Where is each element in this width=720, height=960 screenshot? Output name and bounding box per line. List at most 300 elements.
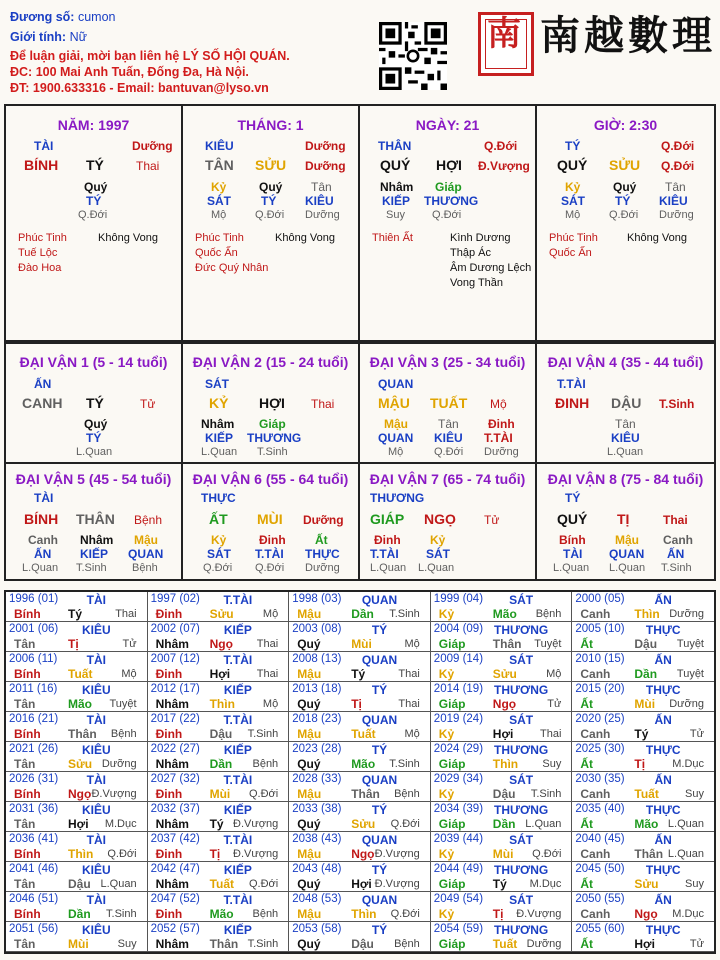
- year-label: 2035 (40): [575, 803, 625, 815]
- year-star: ẤN: [654, 893, 672, 907]
- year-phase: Mộ: [262, 698, 279, 710]
- year-phase: Mộ: [262, 608, 279, 620]
- contact-phone-email[interactable]: ĐT: 1900.633316 - Email: bantuvan@lyso.vn: [10, 81, 269, 95]
- hidden-phase: L.Quan: [76, 446, 113, 458]
- year-cell: [431, 802, 573, 832]
- year-cell: [289, 742, 431, 772]
- year-can: Kỷ: [438, 727, 455, 741]
- year-chi: Mão: [351, 757, 376, 771]
- hidden-stem: Đinh: [259, 533, 286, 547]
- pillar-title: NGÀY: 21: [415, 117, 480, 133]
- year-phase: M.Dục: [672, 908, 704, 920]
- year-label: 2043 (48): [292, 863, 342, 875]
- year-label: 2012 (17): [150, 683, 200, 695]
- year-phase: L.Quan: [525, 818, 562, 830]
- year-can: Nhâm: [155, 637, 189, 651]
- year-cell: [6, 922, 148, 952]
- year-label: 2002 (07): [150, 623, 200, 635]
- year-phase: Đ.Vượng: [374, 848, 420, 860]
- year-chi: Dần: [68, 907, 91, 921]
- dai-van-right: Dưỡng: [303, 513, 344, 527]
- year-cell: [289, 622, 431, 652]
- year-chi: Sửu: [492, 667, 517, 681]
- year-star: KIẾP: [223, 863, 252, 877]
- year-cell: [6, 622, 148, 652]
- year-can: Nhâm: [155, 817, 189, 831]
- year-chi: Mùi: [209, 787, 231, 801]
- dai-van-title: ĐẠI VẬN 1 (5 - 14 tuổi): [19, 354, 168, 370]
- year-cell: [431, 922, 573, 952]
- year-label: 2041 (46): [9, 863, 59, 875]
- pillar-top-right: Dưỡng: [132, 139, 173, 153]
- year-label: 2013 (18): [292, 683, 342, 695]
- pillar-top-left: THÂN: [378, 139, 412, 153]
- year-phase: Dưỡng: [101, 758, 137, 770]
- year-label: 2010 (15): [575, 653, 625, 665]
- pillar-top-left: KIÊU: [205, 139, 234, 153]
- hidden-phase: Dưỡng: [305, 209, 340, 221]
- year-star: KIẾP: [223, 683, 252, 697]
- hidden-phase: Q.Đới: [255, 562, 285, 574]
- year-phase: Suy: [685, 878, 704, 890]
- year-cell: [431, 712, 573, 742]
- year-chi: Dần: [351, 607, 374, 621]
- year-cell: [148, 712, 290, 742]
- year-label: 2005 (10): [575, 623, 625, 635]
- year-phase: Tuyệt: [676, 638, 704, 650]
- year-phase: Tuyệt: [676, 668, 704, 680]
- year-cell: [6, 652, 148, 682]
- year-label: 1996 (01): [9, 593, 59, 605]
- hidden-star: KIẾP: [382, 194, 411, 208]
- pillar-title: GIỜ: 2:30: [593, 117, 658, 133]
- dai-van-chi: NGỌ: [424, 511, 456, 527]
- dai-van-top: THỰC: [201, 491, 236, 505]
- year-can: Đinh: [155, 787, 183, 801]
- year-label: 2048 (53): [292, 893, 342, 905]
- year-label: 2042 (47): [150, 863, 200, 875]
- dai-van-can: MẬU: [378, 395, 410, 411]
- dai-van-chi: TUẤT: [430, 395, 468, 411]
- hidden-stem: Nhâm: [80, 533, 114, 547]
- year-label: 2020 (25): [575, 713, 625, 725]
- hidden-star: T.TÀI: [255, 547, 284, 561]
- year-star: SÁT: [509, 833, 534, 847]
- hidden-star: KIẾP: [80, 547, 109, 561]
- year-star: THƯƠNG: [494, 803, 549, 817]
- year-phase: Đ.Vượng: [233, 848, 279, 860]
- year-label: 2016 (21): [9, 713, 59, 725]
- pillar-chi: SỬU: [609, 157, 641, 173]
- year-cell: [289, 772, 431, 802]
- year-can: Ất: [580, 637, 594, 651]
- year-label: 1997 (02): [150, 593, 200, 605]
- hidden-phase: Mộ: [388, 446, 404, 458]
- hidden-phase: L.Quan: [201, 446, 238, 458]
- year-phase: Thai: [539, 728, 562, 740]
- year-chi: Thân: [209, 937, 239, 951]
- year-cell: [431, 682, 573, 712]
- year-cell: [572, 832, 714, 862]
- year-star: ẤN: [654, 713, 672, 727]
- year-star: ẤN: [654, 773, 672, 787]
- year-can: Giáp: [438, 817, 466, 831]
- year-chi: Mùi: [68, 937, 89, 951]
- pillar-top-right: Q.Đới: [661, 139, 695, 153]
- year-chi: Dậu: [351, 937, 374, 951]
- year-phase: M.Dục: [672, 758, 704, 770]
- year-phase: Mộ: [546, 668, 562, 680]
- dai-van-2: [183, 344, 360, 462]
- owner-line: [10, 10, 115, 24]
- dai-van-title: ĐẠI VẬN 8 (75 - 84 tuổi): [547, 471, 704, 487]
- year-phase: Thai: [256, 638, 279, 650]
- hidden-stem: Quý: [84, 180, 108, 194]
- hidden-star: T.TÀI: [484, 431, 513, 445]
- hidden-stem: Kỷ: [565, 180, 581, 194]
- dai-van-title: ĐẠI VẬN 2 (15 - 24 tuổi): [192, 354, 349, 370]
- year-star: ẤN: [654, 653, 672, 667]
- star-bad: Vong Thần: [450, 277, 504, 289]
- year-chi: Tý: [492, 877, 507, 891]
- year-phase: Mộ: [404, 728, 420, 740]
- year-label: 2006 (11): [9, 653, 58, 665]
- year-can: Canh: [580, 727, 611, 741]
- year-phase: Tử: [122, 638, 137, 650]
- star-bad: Không Vong: [98, 232, 158, 244]
- year-chi: Tuất: [209, 877, 235, 891]
- year-cell: [148, 652, 290, 682]
- year-label: 2040 (45): [575, 833, 625, 845]
- year-cell: [289, 892, 431, 922]
- hidden-stem: Kỷ: [211, 180, 227, 194]
- year-label: 2017 (22): [150, 713, 200, 725]
- pillar-hour: [537, 106, 714, 340]
- hidden-stem: Giáp: [435, 180, 462, 194]
- hidden-stem: Kỷ: [430, 533, 446, 547]
- year-chi: Tý: [209, 817, 224, 831]
- hidden-star: KIÊU: [305, 194, 334, 208]
- dai-van-chi: THÂN: [76, 511, 115, 527]
- year-cell: [148, 592, 290, 622]
- year-can: Kỷ: [438, 907, 455, 921]
- year-star: THỰC: [645, 623, 681, 637]
- year-can: Mậu: [297, 847, 322, 861]
- hidden-stem: Canh: [28, 533, 58, 547]
- year-cell: [431, 772, 573, 802]
- year-star: THƯƠNG: [494, 743, 549, 757]
- dai-van-right: Thai: [663, 513, 688, 527]
- year-chi: Mùi: [351, 637, 372, 651]
- year-star: SÁT: [509, 893, 534, 907]
- hidden-star: KIÊU: [659, 194, 688, 208]
- dai-van-4: [537, 344, 714, 462]
- hidden-star: TÀI: [563, 547, 583, 561]
- year-label: 2022 (27): [150, 743, 200, 755]
- year-star: QUAN: [361, 833, 398, 847]
- hidden-star: QUAN: [128, 547, 164, 561]
- pillar-top-right: Dưỡng: [305, 139, 346, 153]
- hidden-stem: Quý: [613, 180, 637, 194]
- year-chi: Sửu: [634, 877, 659, 891]
- pillar-right: Dưỡng: [305, 159, 346, 173]
- year-can: Mậu: [297, 727, 322, 741]
- hidden-stem: Nhâm: [201, 417, 235, 431]
- dai-van-right: Tử: [484, 513, 500, 527]
- year-label: 2027 (32): [150, 773, 200, 785]
- year-label: 2039 (44): [433, 833, 484, 845]
- hidden-star: THƯƠNG: [424, 194, 479, 208]
- year-cell: [431, 862, 573, 892]
- hidden-phase: Dưỡng: [484, 446, 519, 458]
- brand-logo-text: 南越數理: [540, 12, 716, 59]
- year-phase: Suy: [542, 758, 562, 770]
- year-chi: Hợi: [492, 727, 514, 741]
- pillar-title: NĂM: 1997: [57, 117, 130, 133]
- dai-van-can: QUÝ: [557, 511, 588, 527]
- year-cell: [6, 862, 148, 892]
- year-cell: [289, 862, 431, 892]
- year-star: QUAN: [361, 893, 398, 907]
- dai-van-right: Thai: [311, 397, 335, 411]
- year-star: THƯƠNG: [494, 923, 549, 937]
- year-can: Canh: [580, 667, 611, 681]
- hidden-star: TÝ: [86, 194, 102, 208]
- year-chi: Mão: [634, 817, 659, 831]
- year-can: Quý: [297, 937, 321, 951]
- year-chi: Mão: [68, 697, 92, 711]
- hidden-star: THỰC: [305, 547, 340, 561]
- gender-value: Nữ: [69, 30, 87, 44]
- year-cell: [6, 712, 148, 742]
- year-star: TÝ: [371, 803, 388, 817]
- year-can: Giáp: [438, 697, 466, 711]
- year-label: 2029 (34): [433, 773, 484, 785]
- star-good: Đức Quý Nhân: [195, 262, 269, 274]
- year-cell: [572, 652, 714, 682]
- dai-van-chi: DẬU: [611, 395, 642, 411]
- year-star: TÀI: [86, 833, 106, 847]
- year-can: Đinh: [155, 727, 183, 741]
- year-phase: T.Sinh: [530, 788, 562, 800]
- year-chi: Hợi: [209, 667, 231, 681]
- year-star: T.TÀI: [223, 833, 253, 847]
- hidden-star: T.TÀI: [370, 547, 399, 561]
- year-can: Bính: [14, 907, 41, 921]
- year-star: THƯƠNG: [494, 863, 549, 877]
- year-chi: Dần: [634, 667, 658, 681]
- year-label: 2055 (60): [575, 923, 625, 935]
- year-label: 2036 (41): [9, 833, 59, 845]
- year-phase: Bệnh: [535, 608, 562, 620]
- year-phase: Suy: [685, 788, 704, 800]
- year-phase: M.Dục: [529, 878, 562, 890]
- year-phase: Dưỡng: [669, 698, 704, 710]
- year-can: Nhâm: [155, 757, 189, 771]
- year-cell: [289, 592, 431, 622]
- year-star: TÀI: [86, 893, 106, 907]
- hidden-star: SÁT: [207, 547, 231, 561]
- year-star: SÁT: [509, 593, 534, 607]
- hidden-phase: T.Sinh: [76, 562, 107, 574]
- year-can: Quý: [297, 817, 321, 831]
- dai-van-top: T.TÀI: [557, 377, 586, 391]
- year-can: Mậu: [297, 787, 322, 801]
- year-chi: Thân: [68, 727, 97, 741]
- year-phase: Bệnh: [110, 728, 137, 740]
- year-chi: Ngọ: [68, 787, 92, 801]
- year-cell: [6, 592, 148, 622]
- year-cell: [572, 772, 714, 802]
- hidden-phase: Q.Đới: [255, 209, 285, 221]
- year-can: Bính: [14, 607, 41, 621]
- star-bad: Không Vong: [275, 232, 335, 244]
- year-cell: [431, 622, 573, 652]
- year-cell: [6, 802, 148, 832]
- pillar-year: [6, 106, 183, 340]
- year-phase: Tuyệt: [534, 638, 562, 650]
- year-star: KIẾP: [223, 923, 252, 937]
- pillar-can: QUÝ: [380, 157, 411, 173]
- pillar-top-left: TÀI: [34, 139, 54, 153]
- dai-van-right: Tử: [140, 397, 156, 411]
- year-phase: L.Quan: [100, 878, 137, 890]
- hidden-stem: Tân: [438, 417, 459, 431]
- year-star: TÝ: [371, 743, 388, 757]
- year-label: 2023 (28): [292, 743, 342, 755]
- hidden-stem: Bính: [559, 533, 586, 547]
- year-cell: [572, 802, 714, 832]
- year-phase: L.Quan: [667, 848, 704, 860]
- year-phase: L.Quan: [667, 818, 704, 830]
- year-phase: Q.Đới: [248, 788, 279, 800]
- year-cell: [431, 742, 573, 772]
- year-chi: Hợi: [351, 877, 372, 891]
- year-can: Mậu: [297, 607, 322, 621]
- year-cell: [148, 742, 290, 772]
- hidden-phase: L.Quan: [418, 562, 455, 574]
- qr-code-icon[interactable]: [379, 22, 447, 90]
- year-star: TÝ: [371, 683, 388, 697]
- year-can: Mậu: [297, 667, 322, 681]
- year-chi: Mão: [492, 607, 517, 621]
- hidden-phase: L.Quan: [609, 562, 646, 574]
- star-bad: Không Vong: [627, 232, 687, 244]
- year-can: Bính: [14, 727, 41, 741]
- year-chi: Mão: [209, 907, 234, 921]
- year-chi: Thìn: [68, 847, 94, 861]
- year-label: 2024 (29): [433, 743, 484, 755]
- year-can: Canh: [580, 787, 611, 801]
- pillar-can: BÍNH: [24, 157, 59, 173]
- year-label: 2046 (51): [9, 893, 59, 905]
- year-chi: Thân: [634, 847, 664, 861]
- year-chi: Tị: [209, 847, 221, 861]
- year-star: QUAN: [361, 653, 398, 667]
- pillar-chi: SỬU: [255, 157, 287, 173]
- pillar-top-right: Q.Đới: [484, 139, 518, 153]
- star-bad: Kình Dương: [450, 232, 511, 244]
- dai-van-title: ĐẠI VẬN 6 (55 - 64 tuổi): [192, 471, 349, 487]
- year-chi: Tị: [68, 637, 79, 651]
- dai-van-row-1: [4, 342, 716, 464]
- year-can: Giáp: [438, 637, 466, 651]
- hidden-stem: Canh: [663, 533, 693, 547]
- year-cell: [289, 652, 431, 682]
- year-phase: M.Dục: [104, 818, 137, 830]
- star-good: Phúc Tinh: [195, 232, 244, 244]
- year-phase: Thai: [256, 668, 279, 680]
- hidden-stem: Quý: [259, 180, 283, 194]
- year-can: Ất: [580, 817, 594, 831]
- hidden-star: KIÊU: [434, 431, 463, 445]
- hidden-star: TÝ: [615, 194, 631, 208]
- year-can: Canh: [580, 847, 611, 861]
- hidden-phase: L.Quan: [370, 562, 407, 574]
- year-can: Nhâm: [155, 697, 189, 711]
- year-chi: Tuất: [634, 787, 659, 801]
- pillar-day: [360, 106, 537, 340]
- year-phase: Q.Đới: [390, 908, 420, 920]
- dai-van-title: ĐẠI VẬN 5 (45 - 54 tuổi): [15, 471, 172, 487]
- owner-label: Đương số:: [10, 10, 75, 24]
- dai-van-3: [360, 344, 537, 462]
- hidden-star: SÁT: [207, 194, 231, 208]
- year-star: SÁT: [509, 713, 534, 727]
- year-chi: Dậu: [68, 877, 91, 891]
- year-label: 1999 (04): [433, 593, 484, 605]
- year-label: 2033 (38): [292, 803, 342, 815]
- year-chi: Thìn: [209, 697, 235, 711]
- pillar-right: Q.Đới: [661, 159, 695, 173]
- year-phase: T.Sinh: [247, 938, 279, 950]
- year-chi: Thìn: [634, 607, 660, 621]
- year-phase: Q.Đới: [107, 848, 137, 860]
- year-can: Quý: [297, 637, 321, 651]
- year-star: KIẾP: [223, 803, 252, 817]
- year-phase: Q.Đới: [532, 848, 562, 860]
- year-star: SÁT: [509, 773, 534, 787]
- year-label: 2007 (12): [150, 653, 200, 665]
- year-can: Kỷ: [438, 667, 455, 681]
- year-can: Bính: [14, 847, 41, 861]
- hidden-star: ẤN: [667, 547, 685, 561]
- year-phase: Đ.Vượng: [516, 908, 562, 920]
- year-chi: Dậu: [634, 637, 658, 651]
- year-can: Nhâm: [155, 937, 189, 951]
- year-can: Canh: [580, 607, 611, 621]
- star-bad: Thập Ác: [450, 247, 491, 259]
- year-can: Tân: [14, 637, 36, 651]
- year-label: 2009 (14): [433, 653, 484, 665]
- year-phase: Tử: [689, 938, 704, 950]
- year-chi: Tý: [634, 727, 649, 741]
- year-chi: Mùi: [634, 697, 656, 711]
- year-label: 2008 (13): [292, 653, 342, 665]
- year-star: KIÊU: [81, 803, 111, 817]
- year-cell: [148, 922, 290, 952]
- dai-van-5: [6, 461, 183, 579]
- dai-van-can: CANH: [22, 395, 63, 411]
- year-label: 2053 (58): [292, 923, 342, 935]
- year-phase: T.Sinh: [389, 758, 420, 770]
- hidden-phase: L.Quan: [553, 562, 590, 574]
- year-can: Giáp: [438, 877, 466, 891]
- hidden-stem: Ất: [315, 533, 328, 547]
- year-can: Mậu: [297, 907, 322, 921]
- hidden-stem: Tân: [615, 417, 636, 431]
- year-label: 2034 (39): [433, 803, 484, 815]
